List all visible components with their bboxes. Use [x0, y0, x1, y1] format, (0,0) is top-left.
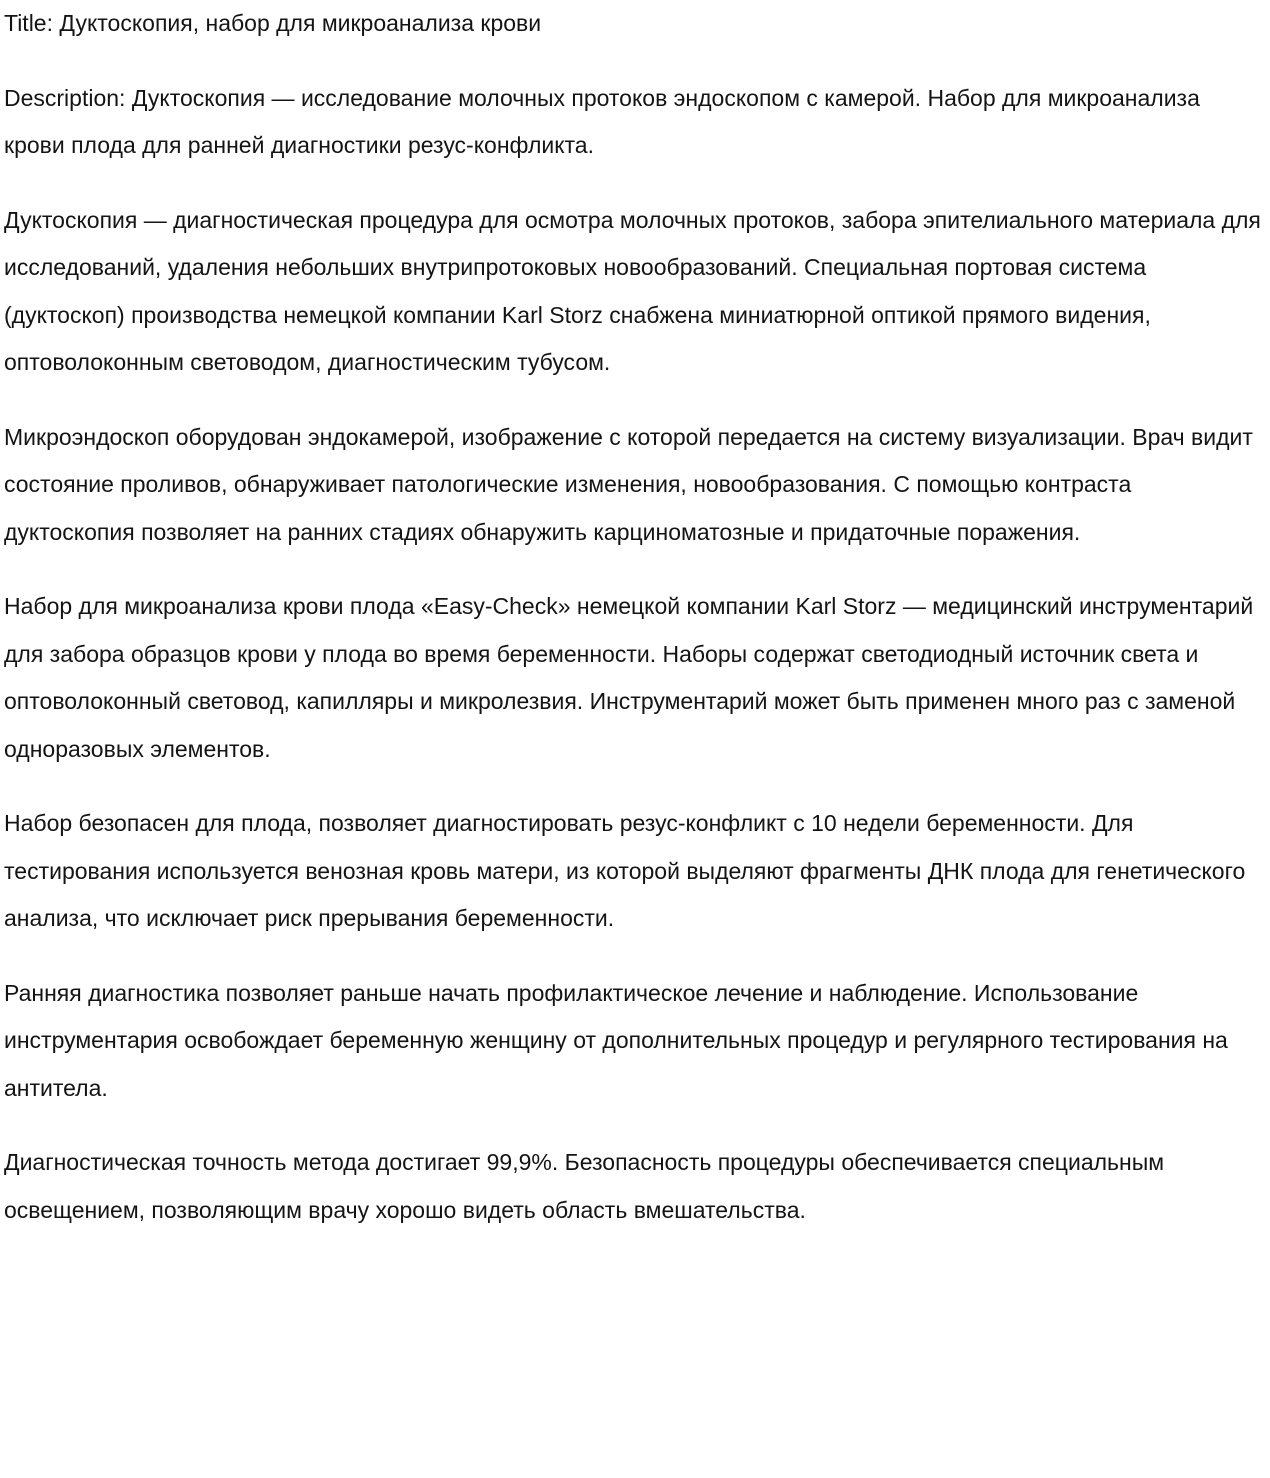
title-line: Title: Дуктоскопия, набор для микроанализа крови: [4, 10, 542, 36]
body-paragraph-early-diagnostics: Ранняя диагностика позволяет раньше начать профилактическое лечение и наблюдение. Использование инструментария освобождает беременную женщину от дополнительных процедур и регулярного тестирования на антитела.: [4, 979, 1228, 1101]
body-paragraph-microendoscope: Микроэндоскоп оборудован эндокамерой, изображение с которой передается на систему визуализации. Врач видит состояние проливов, обнаруживает патологические изменения, новообразования. С помощью контраста дуктоскопия позволяет на ранних стадиях обнаружить карциноматозные и придаточные поражения.: [4, 423, 1253, 545]
body-paragraph-accuracy: Диагностическая точность метода достигает 99,9%. Безопасность процедуры обеспечивается специальным освещением, позволяющим врачу хорошо видеть область вмешательства.: [4, 1149, 1165, 1223]
body-paragraph-easy-check-kit: Набор для микроанализа крови плода «Easy-Check» немецкой компании Karl Storz — медицинский инструментарий для забора образцов крови у плода во время беременности. Наборы содержат светодиодный источник света и оптоволоконный световод, капилляры и микролезвия. Инструментарий может быть применен много раз с заменой одноразовых элементов.: [4, 593, 1254, 762]
description-line: Description: Дуктоскопия — исследование молочных протоков эндоскопом с камерой. Набор для микроанализа крови плода для ранней диагностики резус-конфликта.: [4, 84, 1200, 158]
body-paragraph-kit-safety: Набор безопасен для плода, позволяет диагностировать резус-конфликт с 10 недели беременности. Для тестирования используется венозная кровь матери, из которой выделяют фрагменты ДНК плода для генетического анализа, что исключает риск прерывания беременности.: [4, 810, 1246, 931]
body-paragraph-ductoscopy: Дуктоскопия — диагностическая процедура для осмотра молочных протоков, забора эпителиального материала для исследований, удаления небольших внутрипротоковых новообразований. Специальная портовая система (дуктоскоп) производства немецкой компании Karl Storz снабжена миниатюрной оптикой прямого видения, оптоволоконным световодом, диагностическим тубусом.: [4, 206, 1261, 375]
